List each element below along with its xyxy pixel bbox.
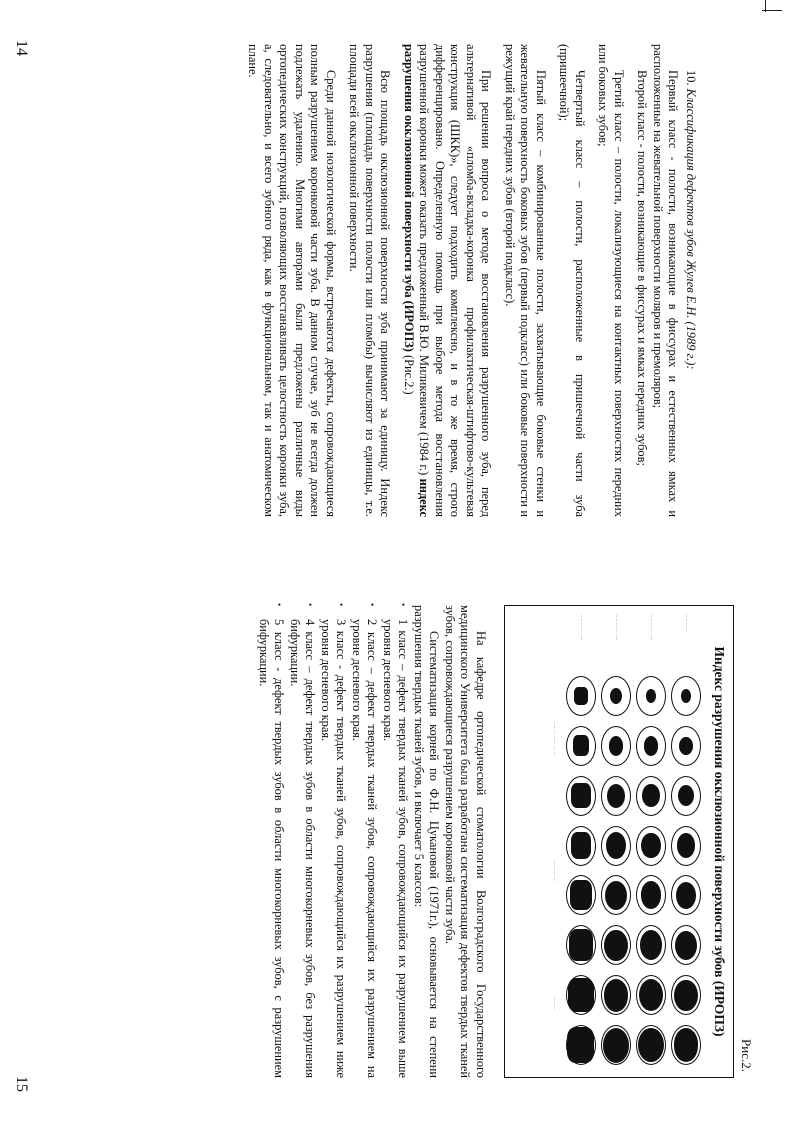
- tooth-lesion: [642, 784, 659, 807]
- tooth-lesion: [604, 979, 629, 1012]
- tooth-diagram: [566, 975, 596, 1015]
- page-15: [0, 561, 794, 1122]
- tooth-diagram: [601, 975, 631, 1015]
- figure-footer: [551, 672, 557, 1069]
- list-item: • 2 класс – дефект твердых тканей зубов, сопровождающийся их разрушением на уровне десневого края.: [349, 605, 380, 1078]
- index-term: индекс разрушения окклюзионной поверхности зуба (ИРОПЗ): [402, 44, 432, 517]
- tooth-diagram: [566, 776, 596, 816]
- tooth-lesion: [571, 832, 592, 860]
- tooth-diagram: [636, 875, 666, 915]
- paragraph-systematization: Систематизация корней по Ф.Н. Цукановой (1971г.), основывается на степени разрушения твердых тканей зубов, и включает 5 классов:: [412, 605, 442, 1078]
- class-list: [256, 605, 411, 1078]
- tooth-lesion: [574, 687, 588, 705]
- paragraph-class-1: Первый класс - полости, возникающие в фиссурах и естественных ямках и расположенные на жевательной поверхности моляров и премоляров;: [651, 44, 681, 517]
- tooth-lesion: [569, 929, 593, 961]
- paragraph-class-5: Пятый класс – комбинированные полости, захватывающие боковые стенки и жевательную поверхность боковых зубов (первый подкласс) или боковые поверхности и режущий край передних зубов (второй подкласс).: [503, 44, 548, 517]
- tooth-lesion: [607, 784, 625, 808]
- tooth-lesion: [675, 931, 697, 960]
- tooth-lesion: [679, 737, 693, 755]
- tooth-diagram: [636, 826, 666, 866]
- tooth-diagram: [601, 1025, 631, 1065]
- tooth-lesion: [677, 833, 695, 857]
- figure-iropz: [504, 605, 734, 1078]
- figure-footer-col: ···· ········ ·····: [551, 721, 557, 756]
- figure-row-labels: [561, 614, 703, 672]
- tooth-lesion: [676, 882, 696, 909]
- figure-footer-col: ········· ···: [551, 858, 557, 883]
- figure-caption: Рис.2.: [739, 1039, 754, 1072]
- tooth-diagram: [636, 975, 666, 1015]
- paragraph-class-3: Третий класс – полости, локализующиеся на контактных поверхностях передних или боковых зубов;: [596, 44, 626, 517]
- tooth-diagram: [601, 776, 631, 816]
- tooth-diagram: [566, 1025, 596, 1065]
- tooth-diagram: [671, 1025, 701, 1065]
- tooth-lesion: [570, 880, 593, 910]
- figure-footer-col: ·· ·····: [551, 995, 557, 1010]
- tooth-diagram: [636, 925, 666, 965]
- tooth-lesion: [681, 689, 691, 703]
- paragraph-class-4: Четвертый класс – полости, расположенные в пришеечной части зуба (пришеечной);: [557, 44, 587, 517]
- page-number-right: 15: [13, 1076, 30, 1092]
- classification-heading: 10. Классификация дефектов зубов Жулев Е.Н. (1989 г.):: [684, 70, 698, 370]
- tooth-lesion: [641, 833, 660, 858]
- tooth-lesion: [646, 689, 656, 703]
- tooth-diagram: [636, 726, 666, 766]
- paragraph-full-destruction: Среди данной нозологической формы, встречаются дефекты, сопровождающиеся полным разрушением коронковой части зуба. В данном случае, зуб не всегда должен подлежать удалению. Многими авторами были предложены различные виды ортопедических конструкций, позволяющих восстанавливать целостность коронки зуба, а, следовательно, и всего зубного ряда, как в функциональном, так и анатомическом плане.: [246, 44, 338, 517]
- tooth-diagram: [566, 826, 596, 866]
- page-number-left: 14: [13, 40, 30, 56]
- figure-row-label: ·· ······· ····: [613, 614, 619, 641]
- tooth-diagram: [601, 676, 631, 716]
- list-item: • 3 класс - дефект твердых тканей зубов, сопровождающийся их разрушением ниже уровня десневого края.: [318, 605, 349, 1078]
- paragraph-class-2: Второй класс - полости, возникающие в фиссурах и ямках передних зубов;: [635, 70, 650, 466]
- tooth-lesion: [638, 1028, 664, 1062]
- tooth-lesion: [609, 736, 624, 756]
- tooth-diagram: [636, 1025, 666, 1065]
- tooth-lesion: [674, 1028, 699, 1061]
- tooth-lesion: [605, 881, 627, 910]
- tooth-grid: [561, 672, 703, 1069]
- list-item: • 4 класс – дефект твердых зубов в области многокорневых зубов, без разрушения бифуркации.: [287, 605, 318, 1078]
- tooth-lesion: [674, 980, 697, 1011]
- tooth-lesion: [644, 736, 659, 756]
- paragraph-department: На кафедре ортопедической стоматологии Волгоградского Государственного медицинского Университета была разработана систематизация дефектов твердых тканей зубов, сопровождающиеся разрушением коронковой части зуба.: [443, 605, 488, 1078]
- paragraph-method-choice: При решении вопроса о методе восстановления разрушенного зуба, перед альтернативой «пломба-вкладка-коронка профилактическая-штифтово-культевая конструкция (ШКК)», следует подходить комплексно, и в то же время, строго дифференцировано. Определенную помощь при выборе метода восстановления разрушенной коронки может оказать предложенный В.Ю. Миликевичем (1984 г.) индекс разрушения окклюзионной поверхности зуба (ИРОПЗ) (Рис.2.): [402, 44, 494, 517]
- tooth-lesion: [568, 1027, 595, 1063]
- tooth-diagram: [671, 726, 701, 766]
- tooth-diagram: [636, 776, 666, 816]
- list-item: • 5 класс - дефект твердых зубов в области многокорневых зубов, с разрушением бифуркации.: [256, 605, 287, 1078]
- figure-row-label: ·· ······· ····: [648, 614, 654, 641]
- tooth-lesion: [573, 735, 589, 756]
- tooth-diagram: [601, 925, 631, 965]
- list-item: • 1 класс – дефект твердых тканей зубов, сопровождающийся их разрушением выше уровня десневого края.: [380, 605, 411, 1078]
- tooth-diagram: [566, 726, 596, 766]
- tooth-diagram: [566, 875, 596, 915]
- tooth-diagram: [601, 875, 631, 915]
- tooth-lesion: [606, 832, 626, 859]
- paragraph-index-calculation: Всю площадь окклюзионной поверхности зуба принимают за единицу. Индекс разрушения (площадь поверхности полости или пломбы) вычисляют из единицы, т.е. площади всей окклюзионной поверхности.: [347, 44, 393, 517]
- tooth-diagram: [671, 925, 701, 965]
- tooth-diagram: [671, 776, 701, 816]
- tooth-lesion: [571, 783, 590, 808]
- tooth-diagram: [671, 875, 701, 915]
- tooth-diagram: [601, 726, 631, 766]
- tooth-diagram: [601, 826, 631, 866]
- figure-row-label: ·· ·······: [683, 614, 689, 632]
- tooth-diagram: [566, 925, 596, 965]
- figure-title: Индекс разрушения окклюзионной поверхности зубов (ИРОПЗ): [712, 646, 727, 1037]
- tooth-lesion: [568, 978, 594, 1012]
- tooth-lesion: [610, 688, 622, 704]
- tooth-diagram: [636, 676, 666, 716]
- tooth-diagram: [671, 975, 701, 1015]
- tooth-diagram: [566, 676, 596, 716]
- tooth-lesion: [603, 1028, 629, 1063]
- tooth-diagram: [671, 826, 701, 866]
- tooth-diagram: [671, 676, 701, 716]
- figure-row-label: ·· ······· ····: [578, 614, 584, 641]
- tooth-lesion: [604, 930, 627, 961]
